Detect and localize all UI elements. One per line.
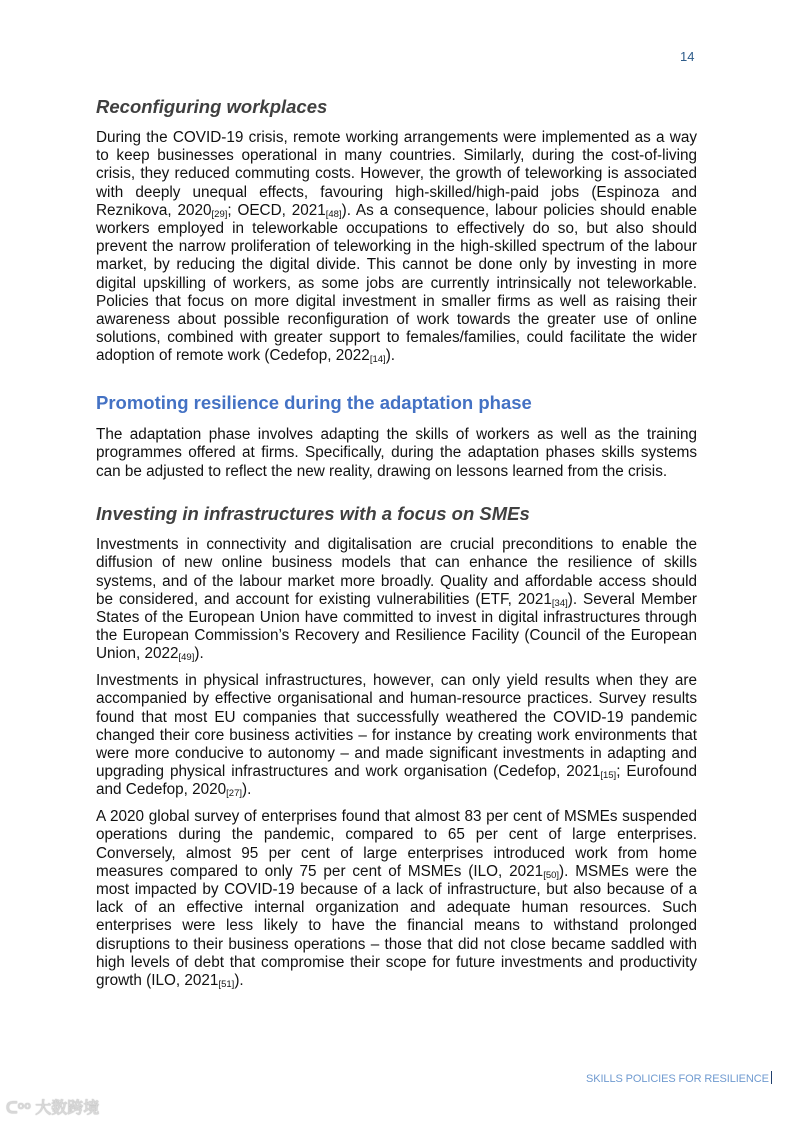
- paragraph-text: Investments in physical infrastructures, however, can only yield results when they are accompanied by effective organisational and human-resource practices. Survey results found that most EU companies that successfully weathered the COVID-19 pandemic changed their core business activities – for instance by creating work environments that were more conducive to autonomy – and made significant investments in adapting and upgrading physical infrastructures and work organisation (Cedefop, 2021: [96, 672, 697, 781]
- paragraph-text: ).: [242, 781, 252, 799]
- paragraph-text: A 2020 global survey of enterprises found that almost 83 per cent of MSMEs suspended operations during the pandemic, compared to 65 per cent of large enterprises. Conversely, almost 95 per cent of large enterprises introduced work from home measures compared to only 75 per cent of MSMEs (ILO, 2021: [96, 808, 697, 880]
- citation-reference: [48]: [325, 208, 342, 220]
- subsection-heading: Investing in infrastructures with a focus on SMEs: [96, 503, 530, 525]
- footer-divider: [771, 1071, 773, 1084]
- body-paragraph: [96, 426, 697, 481]
- body-paragraph: [96, 672, 697, 799]
- body-paragraph: [96, 808, 697, 990]
- paragraph-text: During the COVID-19 crisis, remote working arrangements were implemented as a way to keep businesses operational in many countries. Similarly, during the cost-of-living crisis, they reduced commuting costs. However, the growth of teleworking is associated with deeply unequal effects, favouring high-skilled/high-paid jobs (Espinoza and Reznikova, 2020: [96, 129, 697, 219]
- citation-reference: [27]: [226, 788, 242, 800]
- paragraph-text: The adaptation phase involves adapting the skills of workers as well as the training programmes offered at firms. Specifically, during the adaptation phases skills systems can be adjusted to reflect the new reality, drawing on lessons learned from the crisis.: [96, 426, 697, 480]
- running-title: SKILLS POLICIES FOR RESILIENCE: [586, 1073, 769, 1085]
- section-spacer: [96, 374, 697, 392]
- citation-reference: [51]: [218, 978, 235, 990]
- paragraph-text: ). Several Member States of the European Union have committed to invest in digital infrastructures through the European Commission’s Recovery and Resilience Facility (Council of the European Union, 2022: [96, 590, 697, 663]
- page-content: [96, 96, 697, 999]
- citation-reference: [14]: [369, 354, 386, 366]
- citation-reference: [49]: [178, 652, 195, 664]
- page-number: 14: [680, 49, 695, 64]
- paragraph-text: ).: [194, 645, 204, 663]
- running-footer: [586, 1071, 772, 1085]
- citation-reference: [15]: [600, 770, 617, 782]
- paragraph-text: ; OECD, 2021: [227, 201, 326, 219]
- section-spacer: [96, 489, 697, 503]
- paragraph-text: Investments in connectivity and digitalisation are crucial preconditions to enable the diffusion of new online business models that can enhance the resilience of skills systems, and of the labour market more broadly. Quality and affordable access should be considered, and account for existing vulnerabilities (ETF, 2021: [96, 536, 697, 608]
- body-paragraph: [96, 129, 697, 366]
- paragraph-text: ; Eurofound and Cedefop, 2020: [96, 763, 698, 799]
- citation-reference: [34]: [551, 597, 568, 609]
- body-paragraph: [96, 536, 697, 663]
- citation-reference: [29]: [211, 208, 228, 220]
- paragraph-text: ). MSMEs were the most impacted by COVID-19 because of a lack of infrastructure, but also because of a lack of an effective internal organization and adequate human resources. Such enterprises were less likely to have the financial means to withstand prolonged disruptions to their business operations – those that did not close became saddled with high levels of debt that compromise their scope for future investments and productivity growth (ILO, 2021: [96, 862, 697, 989]
- paragraph-text: ). As a consequence, labour policies should enable workers employed in teleworkable occupations to effectively do so, but also should prevent the narrow proliferation of teleworking in the high-skilled spectrum of the labour market, by reducing the digital divide. This cannot be done only by investing in more digital upskilling of workers, as some jobs are currently intrinsically not teleworkable. Policies that focus on more digital investment in smaller firms as well as raising their awareness about possible reconfiguration of work towards the greater use of online solutions, combined with greater support to females/families, could facilitate the wider adoption of remote work (Cedefop, 2022: [96, 201, 697, 365]
- watermark-logo: ᑕᵒᵒ 大数跨境: [6, 1100, 100, 1117]
- section-heading: Promoting resilience during the adaptation phase: [96, 392, 532, 414]
- paragraph-text: ).: [385, 347, 396, 365]
- paragraph-text: ).: [234, 971, 244, 989]
- citation-reference: [50]: [543, 869, 560, 881]
- subsection-heading: Reconfiguring workplaces: [96, 96, 328, 117]
